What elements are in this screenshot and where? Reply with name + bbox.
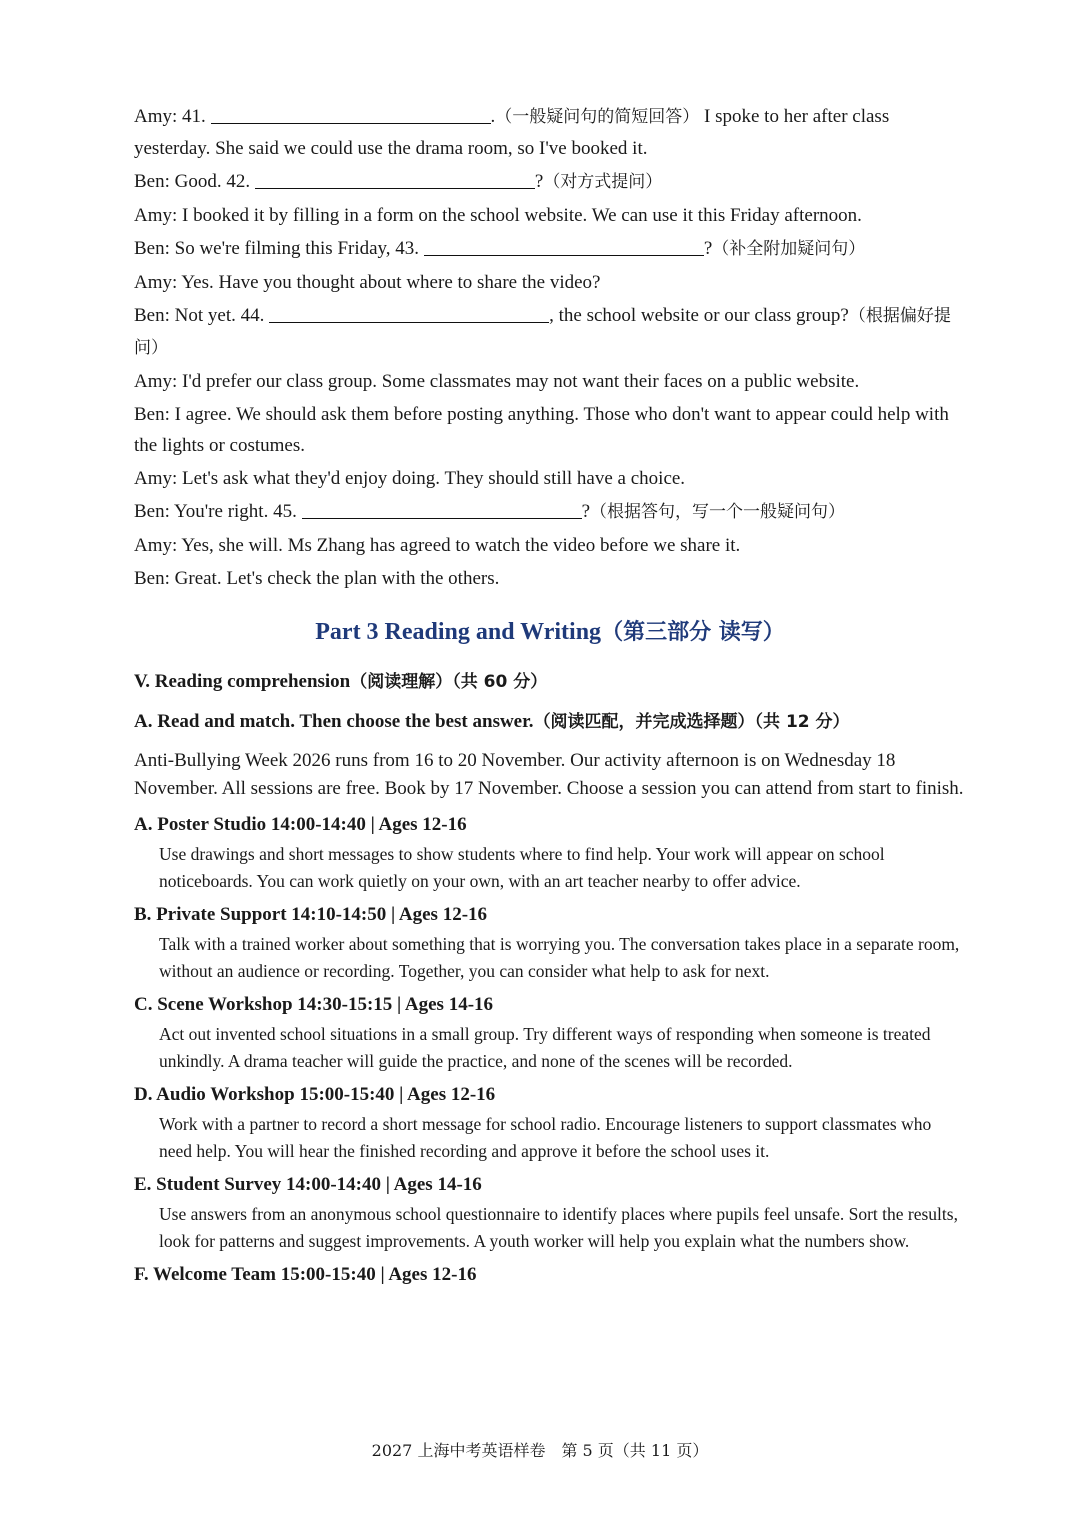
- session-list: [134, 811, 966, 1289]
- line-prefix: You're right. 45.: [173, 501, 297, 522]
- page-footer: 2027 上海中考英语样卷 第 5 页（共 11 页）: [371, 1441, 709, 1460]
- line-prefix: 41.: [182, 106, 206, 127]
- line-post: ?: [581, 501, 591, 522]
- speaker: Amy:: [134, 468, 178, 489]
- line-text: Yes, she will. Ms Zhang has agreed to watch the video before we share it.: [181, 535, 741, 556]
- session-heading: D. Audio Workshop 15:00-15:40 | Ages 12-16: [134, 1084, 496, 1105]
- dialogue-line: [134, 463, 966, 494]
- speaker: Ben:: [134, 238, 170, 259]
- answer-blank[interactable]: [269, 302, 549, 323]
- part-title-en: Part 3 Reading and Writing: [315, 619, 602, 645]
- section-a-heading: [134, 707, 966, 737]
- line-text: I booked it by filling in a form on the school website. We can use it this Friday afternoon.: [182, 205, 862, 226]
- speaker: Amy:: [134, 371, 178, 392]
- dialogue-line: [134, 200, 966, 231]
- session-description: Talk with a trained worker about something that is worrying you. The conversation takes place in a separate room, without an audience or recording. Together, you can consider what help to ask for next.: [159, 934, 960, 981]
- hint-text: （根据答句，写一个一般疑问句）: [590, 502, 846, 522]
- dialogue-line: [134, 399, 966, 461]
- page-content: [134, 101, 966, 1291]
- speaker: Amy:: [134, 205, 178, 226]
- line-rest: I spoke to her after class yesterday. She said we could use the drama room, so I've booked it.: [134, 106, 890, 159]
- line-text: Great. Let's check the plan with the others.: [174, 568, 500, 589]
- answer-blank[interactable]: [211, 103, 491, 124]
- section-v-heading: [134, 667, 966, 697]
- dialogue-line: [134, 233, 966, 265]
- speaker: Amy:: [134, 106, 178, 127]
- session-heading: E. Student Survey 14:00-14:40 | Ages 14-16: [134, 1174, 482, 1195]
- answer-blank[interactable]: [255, 168, 535, 189]
- speaker: Amy:: [134, 272, 178, 293]
- dialogue: [134, 101, 966, 594]
- speaker: Ben:: [134, 501, 170, 522]
- part-title-cn: （第三部分 读写）: [601, 620, 785, 645]
- line-text: Yes. Have you thought about where to share the video?: [181, 272, 601, 293]
- hint-text: （补全附加疑问句）: [712, 239, 866, 259]
- line-text: I'd prefer our class group. Some classmates may not want their faces on a public website.: [182, 371, 860, 392]
- speaker: Ben:: [134, 568, 170, 589]
- intro-paragraph: Anti-Bullying Week 2026 runs from 16 to 20 November. Our activity afternoon is on Wednesday 18 November. All sessions are free. Book by 17 November. Choose a session you can attend from start to finish.: [134, 750, 964, 799]
- line-text: Let's ask what they'd enjoy doing. They should still have a choice.: [182, 468, 686, 489]
- dialogue-line: [134, 530, 966, 561]
- speaker: Ben:: [134, 305, 170, 326]
- session-heading: C. Scene Workshop 14:30-15:15 | Ages 14-16: [134, 994, 494, 1015]
- part-title: [134, 616, 966, 649]
- dialogue-line: [134, 496, 966, 528]
- dialogue-line: [134, 300, 966, 364]
- session-description: Use answers from an anonymous school questionnaire to identify places where pupils feel unsafe. Sort the results, look for patterns and suggest improvements. A youth worker will help you explain what the numbers show.: [159, 1204, 958, 1251]
- speaker: Ben:: [134, 171, 170, 192]
- section-a-en: A. Read and match. Then choose the best answer.: [134, 711, 534, 732]
- session-heading: B. Private Support 14:10-14:50 | Ages 12-16: [134, 904, 488, 925]
- line-prefix: Not yet. 44.: [174, 305, 265, 326]
- hint-text: （对方式提问）: [543, 172, 663, 192]
- line-text: I agree. We should ask them before posting anything. Those who don't want to appear could help with the lights or costumes.: [134, 404, 949, 456]
- dialogue-line: [134, 267, 966, 298]
- section-a-cn: （阅读匹配，并完成选择题）（共 12 分）: [533, 712, 850, 732]
- session-heading: F. Welcome Team 15:00-15:40 | Ages 12-16: [134, 1264, 477, 1285]
- speaker: Amy:: [134, 535, 178, 556]
- hint-text: （根据偏好提问）: [134, 306, 951, 358]
- line-post: ?: [703, 238, 713, 259]
- dialogue-line: [134, 101, 966, 164]
- session-description: Work with a partner to record a short message for school radio. Encourage listeners to support classmates who need help. You will hear the finished recording and approve it before the school uses it.: [159, 1114, 932, 1161]
- section-v-cn: （阅读理解）（共 60 分）: [350, 672, 548, 692]
- session-description: Act out invented school situations in a small group. Try different ways of responding when someone is treated unkindly. A drama teacher will guide the practice, and none of the scenes will be recorded.: [159, 1024, 931, 1071]
- line-prefix: So we're filming this Friday, 43.: [174, 238, 420, 259]
- dialogue-line: [134, 166, 966, 198]
- session-description: Use drawings and short messages to show students where to find help. Your work will appear on school noticeboards. You can work quietly on your own, with an art teacher nearby to offer advice.: [159, 844, 885, 891]
- dialogue-line: [134, 366, 966, 397]
- line-post: , the school website or our class group?: [549, 305, 849, 326]
- session-heading: A. Poster Studio 14:00-14:40 | Ages 12-16: [134, 814, 467, 835]
- line-post: .: [490, 106, 496, 127]
- section-v-en: V. Reading comprehension: [134, 671, 351, 692]
- speaker: Ben:: [134, 404, 170, 425]
- answer-blank[interactable]: [302, 498, 582, 519]
- hint-text: （一般疑问句的简短回答）: [495, 107, 700, 127]
- answer-blank[interactable]: [424, 235, 704, 256]
- line-prefix: Good. 42.: [174, 171, 251, 192]
- line-post: ?: [534, 171, 544, 192]
- dialogue-line: [134, 563, 966, 594]
